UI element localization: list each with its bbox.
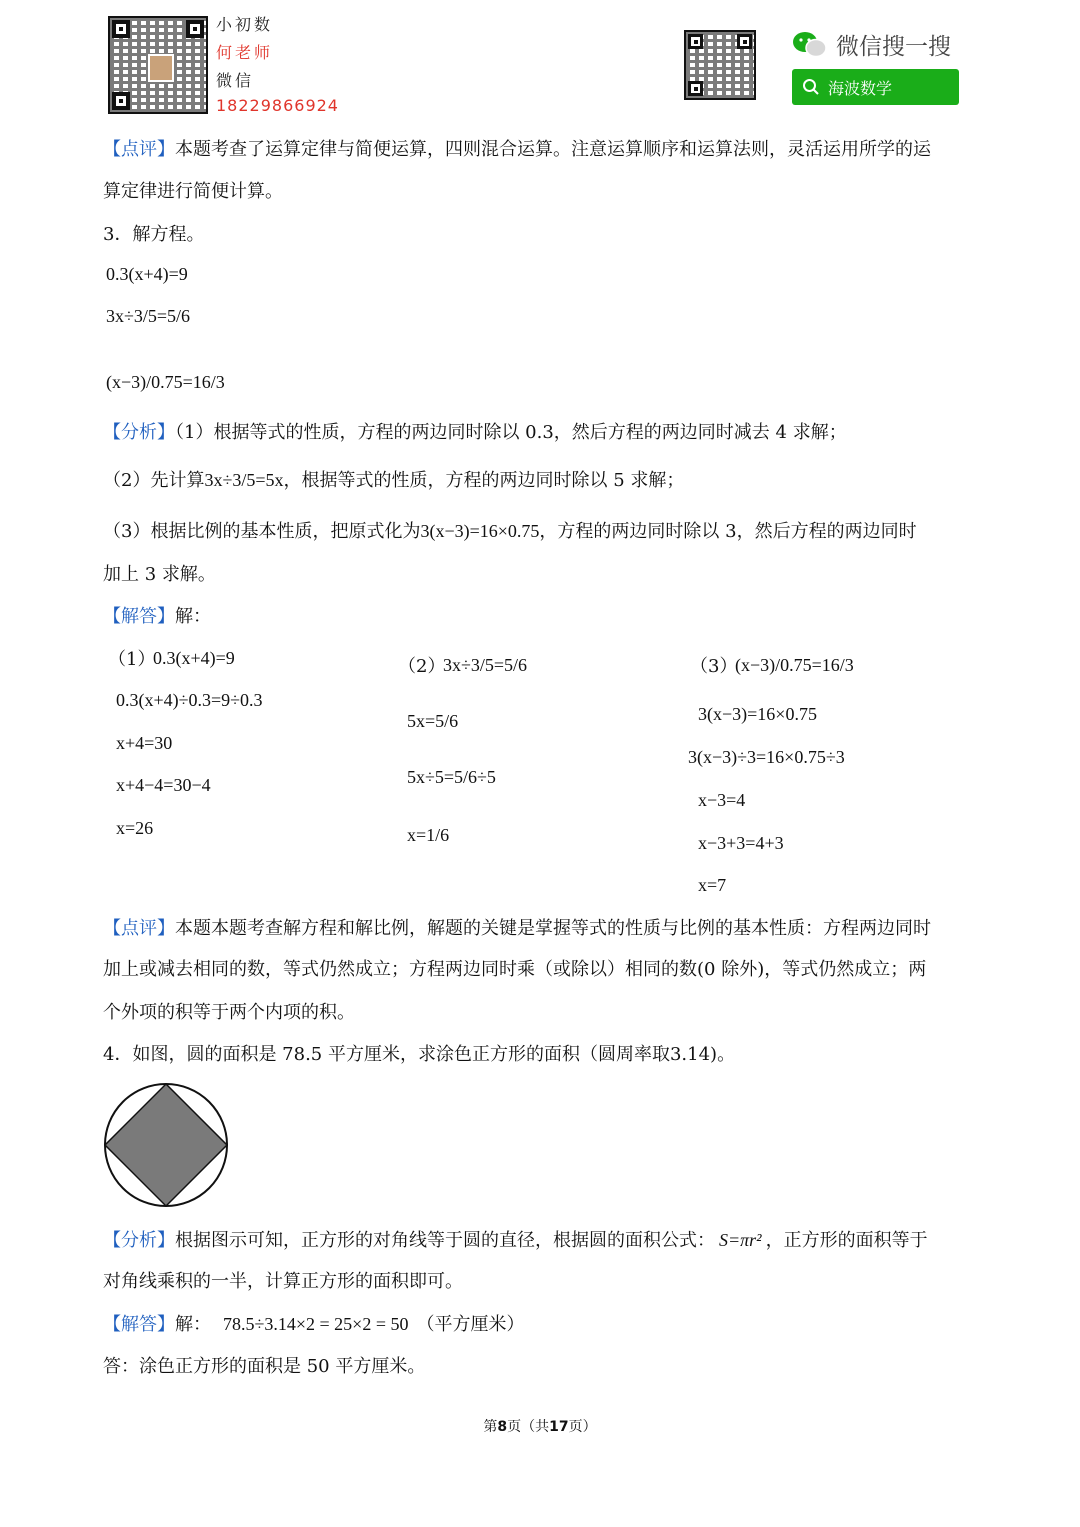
q3-equation-3: (x−3)/0.75=16/3 xyxy=(106,372,225,392)
q3-answer-col3-label: （3） xyxy=(690,656,738,677)
comment1-line1: 【点评】本题考查了运算定律与简便运算，四则混合运算。注意运算顺序和运算法则，灵活运用所学的运 xyxy=(103,139,931,160)
q3-answer-col3-step: x−3=4 xyxy=(698,790,746,810)
q3-answer-col1-step: x+4=30 xyxy=(116,733,173,753)
q3-answer-col2-step: 5x÷5=5/6÷5 xyxy=(407,767,496,787)
area-formula: S=πr² xyxy=(719,1230,762,1250)
q3-analysis-line4: 加上 3 求解。 xyxy=(103,564,216,585)
circle-square-figure xyxy=(101,1082,231,1210)
q3-answer-col3-step: 3(x−3)=16×0.75 xyxy=(698,704,817,724)
q3-answer-col3-step: 3(x−3)÷3=16×0.75÷3 xyxy=(688,747,845,767)
q3-answer-col3-step: x−3+3=4+3 xyxy=(698,833,784,853)
q3-answer-heading: 【解答】解： xyxy=(103,606,211,627)
q3-analysis-tag: 【分析】 xyxy=(103,422,175,443)
search-icon xyxy=(802,78,820,96)
page-footer: 第8页（共17页） xyxy=(483,1419,597,1435)
q3-title: 3．解方程。 xyxy=(103,224,205,245)
q3-equation-2: 3x÷3/5=5/6 xyxy=(106,306,191,326)
q4-answer-calc: 78.5÷3.14×2 = 25×2 = 50 xyxy=(223,1314,409,1334)
q4-answer-tag: 【解答】 xyxy=(103,1314,175,1335)
page-number: 8 xyxy=(497,1419,508,1435)
q3-answer-col3-step: (x−3)/0.75=16/3 xyxy=(735,655,854,675)
q4-analysis-line2: 对角线乘积的一半，计算正方形的面积即可。 xyxy=(103,1271,463,1292)
q3-answer-tag: 【解答】 xyxy=(103,606,175,627)
q3-answer-col2-step: x=1/6 xyxy=(407,825,450,845)
wechat-logo-icon xyxy=(792,30,828,60)
q4-answer-line: 【解答】解： 78.5÷3.14×2 = 25×2 = 50 （平方厘米） xyxy=(103,1314,525,1335)
q3-analysis-line2: （2）先计算3x÷3/5=5x，根据等式的性质，方程的两边同时除以 5 求解； xyxy=(103,470,685,491)
q4-final-answer: 答：涂色正方形的面积是 50 平方厘米。 xyxy=(103,1356,426,1377)
q3-answer-col2-step: 3x÷3/5=5/6 xyxy=(443,655,528,675)
avatar-thumbnail xyxy=(148,54,174,82)
q3-analysis-line3: （3）根据比例的基本性质，把原式化为3(x−3)=16×0.75，方程的两边同时除以 3，然后方程的两边同时 xyxy=(103,521,917,542)
q3-comment-tag: 【点评】 xyxy=(103,918,175,939)
q3-comment-line3: 个外项的积等于两个内项的积。 xyxy=(103,1002,355,1023)
qr-code-left xyxy=(108,16,208,114)
wechat-search-button[interactable] xyxy=(792,69,959,105)
wechat-search-title: 微信搜一搜 xyxy=(836,34,951,60)
q3-analysis-math-3: 3(x−3)=16×0.75 xyxy=(420,521,540,541)
q3-answer-col1-step: x+4−4=30−4 xyxy=(116,775,211,795)
q3-answer-col1-label: （1） xyxy=(108,649,156,670)
q3-answer-col3-step: x=7 xyxy=(698,875,727,895)
handwritten-line-1: 小初数 xyxy=(216,15,274,34)
q4-title: 4．如图，圆的面积是 78.5 平方厘米，求涂色正方形的面积（圆周率取3.14)。 xyxy=(103,1044,736,1065)
q3-comment-line1: 【点评】本题本题考查解方程和解比例，解题的关键是掌握等式的性质与比例的基本性质：方程两边同时 xyxy=(103,918,931,939)
handwritten-phone: 18229866924 xyxy=(216,96,339,115)
q3-answer-col2-step: 5x=5/6 xyxy=(407,711,459,731)
q3-answer-col1-step: x=26 xyxy=(116,818,154,838)
wechat-search-button-label: 海波数学 xyxy=(828,78,893,98)
q3-answer-col1-step: 0.3(x+4)=9 xyxy=(153,648,235,668)
qr-code-right xyxy=(684,30,756,100)
handwritten-line-3: 微信 xyxy=(216,71,255,90)
total-pages: 17 xyxy=(549,1419,569,1435)
q3-answer-col2-label: （2） xyxy=(398,656,446,677)
q4-analysis-line1: 【分析】根据图示可知，正方形的对角线等于圆的直径，根据圆的面积公式： S=πr² ，正方形的面积等于 xyxy=(103,1230,928,1251)
wechat-search-brand xyxy=(792,28,951,61)
q3-answer-col1-step: 0.3(x+4)÷0.3=9÷0.3 xyxy=(116,690,263,710)
q3-analysis-line1: 【分析】（1）根据等式的性质，方程的两边同时除以 0.3，然后方程的两边同时减去 4 求解； xyxy=(103,422,847,443)
q3-analysis-math-2: 3x÷3/5=5x xyxy=(204,470,284,490)
comment1-tag: 【点评】 xyxy=(103,139,175,160)
q3-comment-line2: 加上或减去相同的数，等式仍然成立；方程两边同时乘（或除以）相同的数(0 除外)，等式仍然成立；两 xyxy=(103,959,927,980)
comment1-line2: 算定律进行简便计算。 xyxy=(103,181,283,202)
handwritten-line-2: 何老师 xyxy=(216,43,274,62)
q4-analysis-tag: 【分析】 xyxy=(103,1230,175,1251)
q3-equation-1: 0.3(x+4)=9 xyxy=(106,264,188,284)
